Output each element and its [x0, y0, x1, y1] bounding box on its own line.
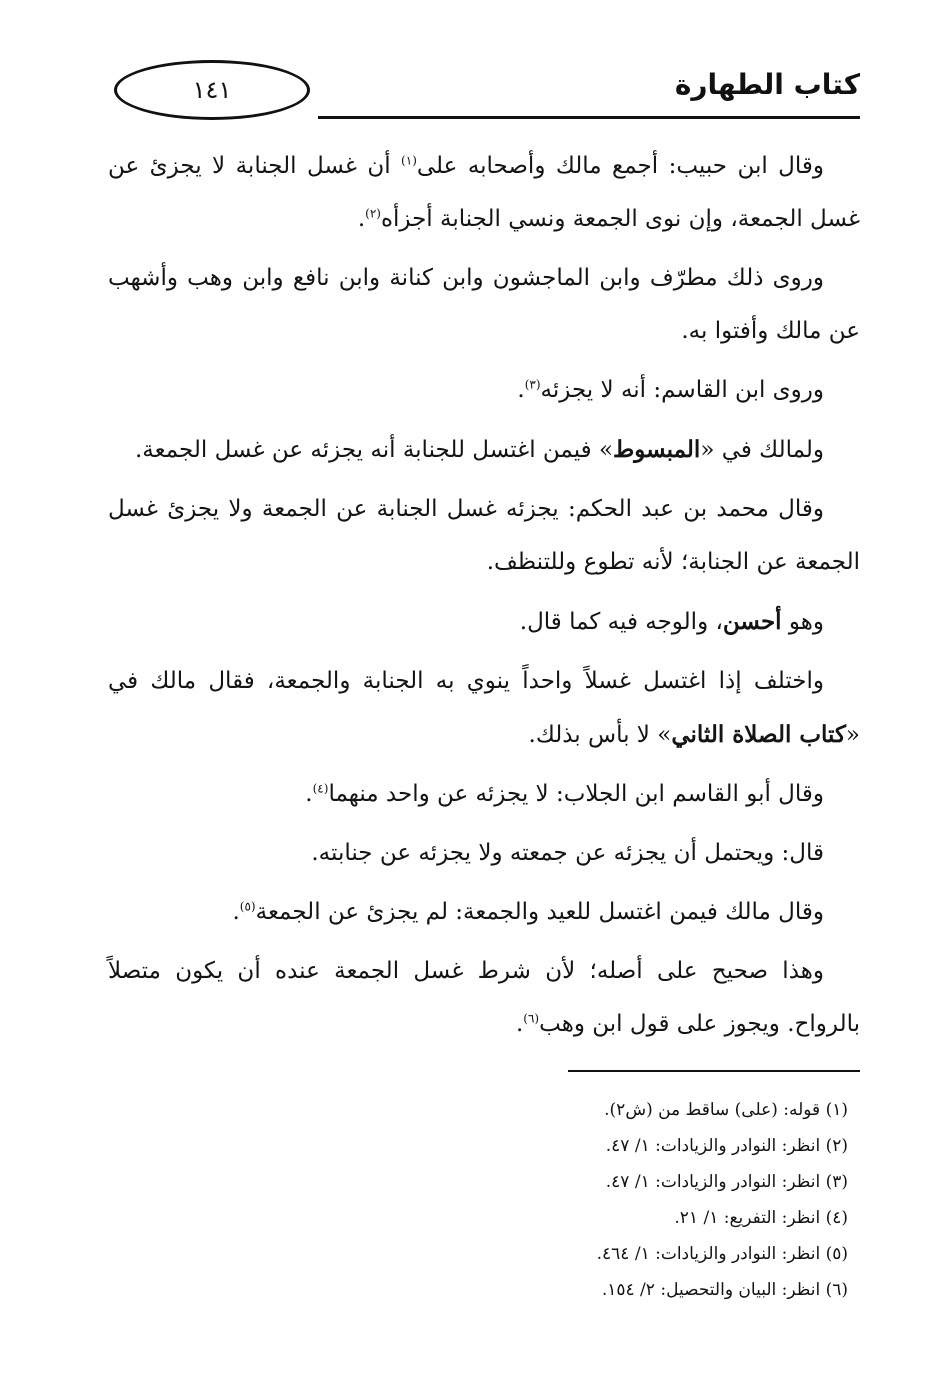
bold-term: أحسن [722, 608, 782, 635]
footnote-marker: (٤) [312, 781, 329, 796]
footnote: (٤) انظر: التفريع: ١/ ٢١. [674, 1208, 848, 1228]
chapter-title: كتاب الطهارة [674, 68, 860, 101]
text-run: » فيمن اغتسل للجنابة أنه يجزئه عن غسل الجمعة. [135, 437, 614, 463]
footnote-marker: (٦) [523, 1011, 540, 1026]
footnote: (٣) انظر: النوادر والزيادات: ١/ ٤٧. [605, 1172, 848, 1192]
paragraph [108, 595, 860, 649]
footnote: (٥) انظر: النوادر والزيادات: ١/ ٤٦٤. [596, 1244, 848, 1264]
footnotes [300, 1092, 848, 1308]
footnote-marker: (٢) [365, 206, 381, 221]
paragraph [108, 945, 860, 1051]
paragraph [108, 423, 860, 477]
text-run: واختلف إذا اغتسل غسلاً واحداً ينوي به الجنابة والجمعة، فقال مالك في « [108, 668, 860, 748]
paragraph [108, 827, 860, 880]
bold-term: كتاب الصلاة الثاني [671, 721, 846, 748]
text-run: وقال محمد بن عبد الحكم: يجزئه غسل الجنابة عن الجمعة ولا يجزئ غسل الجمعة عن الجنابة؛ لأنه تطوع وللتنظف. [108, 496, 860, 575]
footnote-marker: (١) [401, 153, 417, 168]
footnote: (١) قوله: (على) ساقط من (ش٢). [604, 1100, 848, 1120]
text-run: وروى ذلك مطرّف وابن الماجشون وابن كنانة وابن نافع وابن وهب وأشهب عن مالك وأفتوا به. [108, 265, 860, 344]
text-run: . [517, 377, 525, 403]
footnote: (٢) انظر: النوادر والزيادات: ١/ ٤٧. [605, 1136, 848, 1156]
text-run: . [357, 206, 366, 232]
page-header [100, 54, 860, 120]
text-run: وهو [781, 609, 824, 635]
footnote-marker: (٥) [239, 899, 256, 914]
paragraph [108, 655, 860, 762]
body-text [108, 140, 860, 1057]
paragraph [108, 768, 860, 821]
footnote-marker: (٣) [524, 377, 541, 392]
text-run: ، والوجه فيه كما قال. [519, 609, 723, 635]
paragraph [108, 252, 860, 358]
paragraph [108, 364, 860, 417]
text-run: . [305, 781, 313, 807]
text-run: وروى ابن القاسم: أنه لا يجزئه [540, 377, 824, 403]
text-run: ولمالك في « [700, 437, 824, 463]
text-run: وقال مالك فيمن اغتسل للعيد والجمعة: لم يجزئ عن الجمعة [255, 899, 824, 925]
header-rule [318, 116, 860, 119]
text-run: وهذا صحيح على أصله؛ لأن شرط غسل الجمعة عنده أن يكون متصلاً بالرواح. ويجوز على قول ابن وهب [108, 958, 860, 1037]
text-run: » لا بأس بذلك. [528, 722, 672, 748]
footnote: (٦) انظر: البيان والتحصيل: ٢/ ١٥٤. [601, 1280, 848, 1300]
paragraph [108, 483, 860, 589]
paragraph [108, 886, 860, 939]
bold-term: المبسوط [613, 436, 701, 463]
text-run: قال: ويحتمل أن يجزئه عن جمعته ولا يجزئه عن جنابته. [311, 840, 824, 866]
footnote-separator [568, 1070, 860, 1072]
text-run: . [515, 1011, 524, 1037]
page-number: ١٤١ [192, 76, 232, 104]
text-run: وقال أبو القاسم ابن الجلاب: لا يجزئه عن واحد منهما [328, 781, 824, 807]
text-run: . [232, 899, 240, 925]
text-run: أن غسل الجنابة لا يجزئ عن غسل الجمعة، وإن نوى الجمعة ونسي الجنابة أجزأه [108, 153, 860, 232]
text-run: وقال ابن حبيب: أجمع مالك وأصحابه على [416, 153, 824, 179]
paragraph [108, 140, 860, 246]
